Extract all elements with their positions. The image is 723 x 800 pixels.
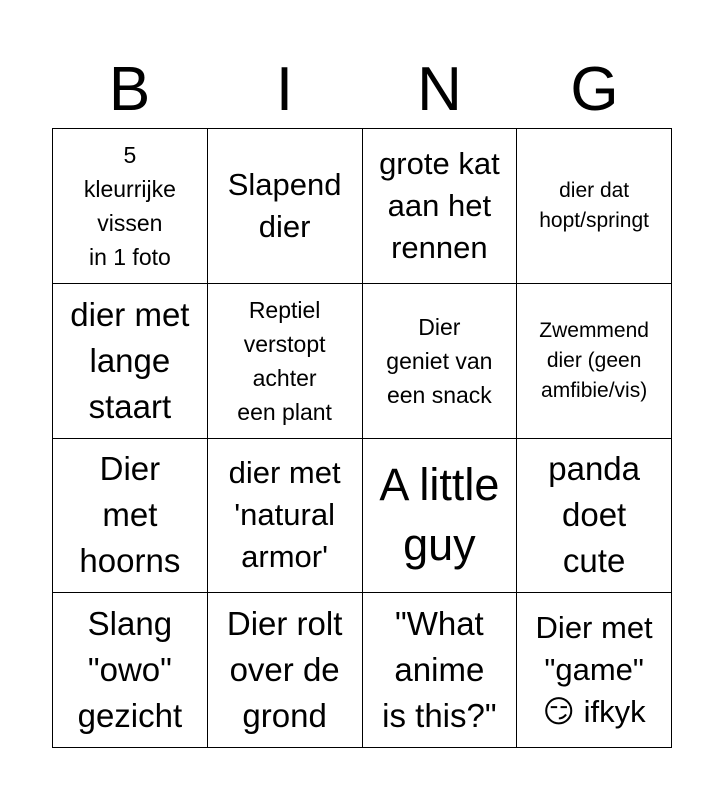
bingo-cell[interactable]	[517, 284, 672, 439]
bingo-cell[interactable]	[208, 439, 363, 594]
cell-text: Zwemmend dier (geen amfibie/vis)	[539, 318, 649, 402]
bingo-cell[interactable]	[208, 284, 363, 439]
cell-text: Dier geniet van een snack	[386, 313, 493, 408]
bingo-grid	[52, 128, 672, 748]
bingo-cell[interactable]	[363, 284, 518, 439]
cell-text: panda doet cute	[548, 450, 640, 580]
bingo-cell[interactable]	[517, 593, 672, 748]
header-letter-g: G	[570, 55, 619, 124]
bingo-cell[interactable]	[53, 593, 208, 748]
header-letter-i: I	[275, 55, 294, 124]
bingo-cell[interactable]	[53, 284, 208, 439]
cell-text: Slapend dier	[227, 166, 342, 244]
bingo-cell[interactable]	[208, 593, 363, 748]
header-letter-n: N	[417, 55, 462, 124]
cell-text: dier dat hopt/springt	[539, 178, 649, 232]
cell-text: Reptiel verstopt achter een plant	[237, 296, 332, 425]
cell-text: "What anime is this?"	[382, 605, 497, 735]
cell-text: Dier rolt over de grond	[226, 605, 343, 735]
bingo-cell[interactable]	[363, 593, 518, 748]
cell-text: A little guy	[379, 459, 500, 571]
cell-text: dier met 'natural armor'	[228, 455, 341, 575]
bingo-cell[interactable]	[517, 439, 672, 594]
bingo-header	[52, 52, 672, 128]
bingo-cell[interactable]	[363, 439, 518, 594]
cell-text: dier met lange staart	[70, 295, 190, 425]
bingo-cell[interactable]	[363, 129, 518, 284]
bingo-cell[interactable]	[53, 439, 208, 594]
cell-text: grote kat aan het rennen	[379, 145, 500, 265]
bingo-cell[interactable]	[517, 129, 672, 284]
bingo-cell[interactable]	[208, 129, 363, 284]
cell-text: 5 kleurrijke vissen in 1 foto	[83, 141, 176, 270]
header-letter-b: B	[108, 55, 151, 124]
cell-text: Slang "owo" gezicht	[77, 605, 183, 735]
bingo-cell[interactable]	[53, 129, 208, 284]
cell-text: Dier met "game" 😏 ifkyk	[535, 610, 653, 730]
cell-text: Dier met hoorns	[79, 450, 181, 580]
